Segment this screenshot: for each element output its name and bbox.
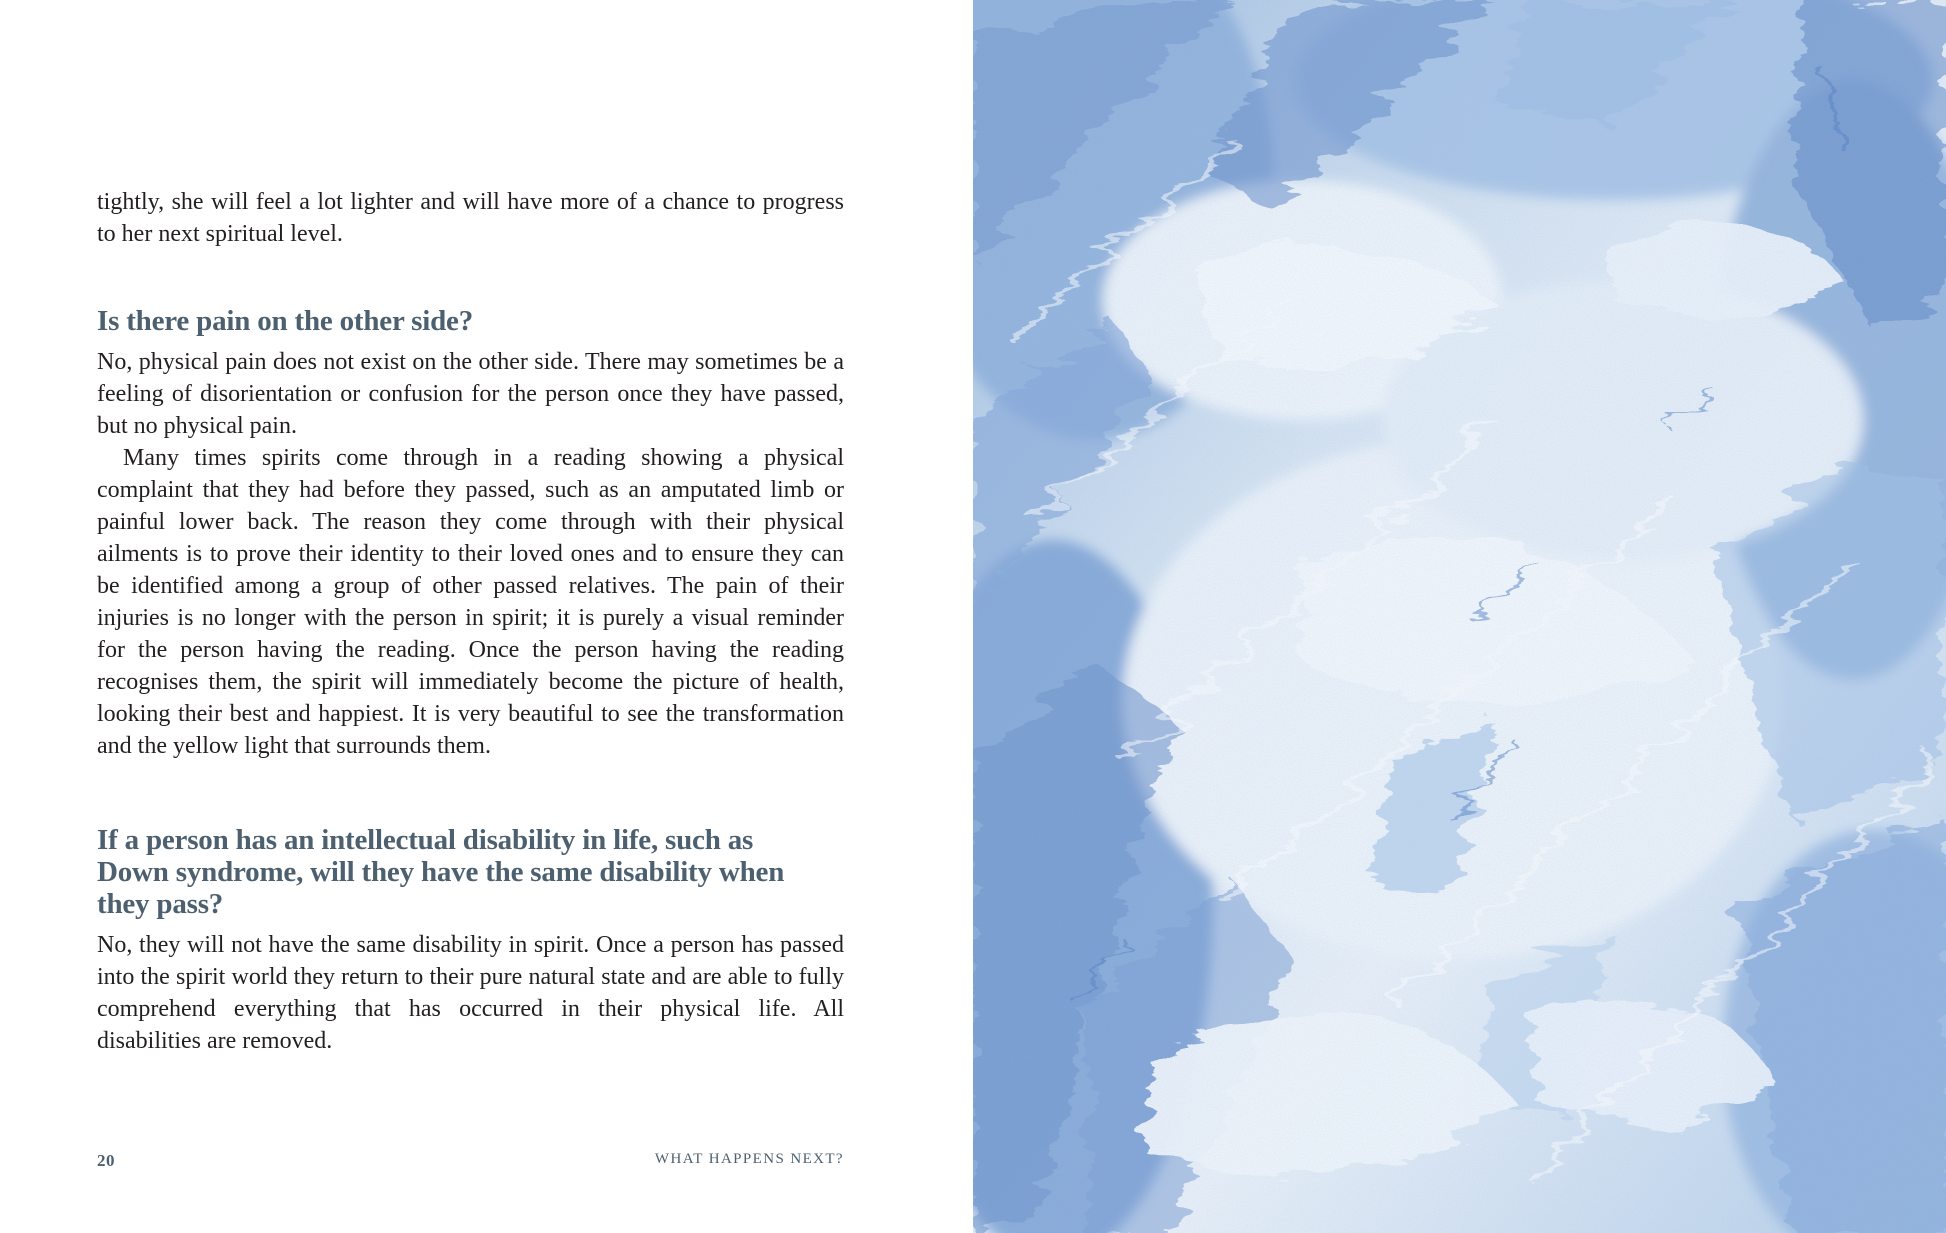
paint-texture-image (973, 0, 1946, 1233)
paragraph: Many times spirits come through in a reading showing a physical complaint that they had before they passed, such as an amputated limb or painful lower back. The reason they come through with their physical ailments is to prove their identity to their loved ones and to ensure they can be identified among a group of other passed relatives. The pain of their injuries is no longer with the person in spirit; it is purely a visual reminder for the person having the reading. Once the person having the reading recognises them, the spirit will immediately become the picture of health, looking their best and happiest. It is very beautiful to see the transformation and the yellow light that surrounds them. (97, 445, 844, 759)
paragraph: No, they will not have the same disability in spirit. Once a person has passed into the spirit world they return to their pure natural state and are able to fully comprehend everything that has occurred in their physical life. All disabilities are removed. (97, 932, 844, 1054)
text-column (97, 186, 844, 1057)
continuation-paragraph: tightly, she will feel a lot lighter and will have more of a chance to progress to her next spiritual level. (97, 189, 844, 247)
abstract-paint-artwork (973, 0, 1946, 1233)
page-number: 20 (97, 1151, 115, 1170)
section-heading-pain: Is there pain on the other side? (97, 305, 473, 337)
paragraph: No, physical pain does not exist on the other side. There may sometimes be a feeling of disorientation or confusion for the person once they have passed, but no physical pain. (97, 349, 844, 439)
page-footer (97, 1151, 844, 1173)
left-page (0, 0, 972, 1233)
running-head: WHAT HAPPENS NEXT? (654, 1151, 844, 1167)
section-heading-disability: If a person has an intellectual disability in life, such as Down syndrome, will they have the same disability when they pass? (97, 824, 785, 920)
